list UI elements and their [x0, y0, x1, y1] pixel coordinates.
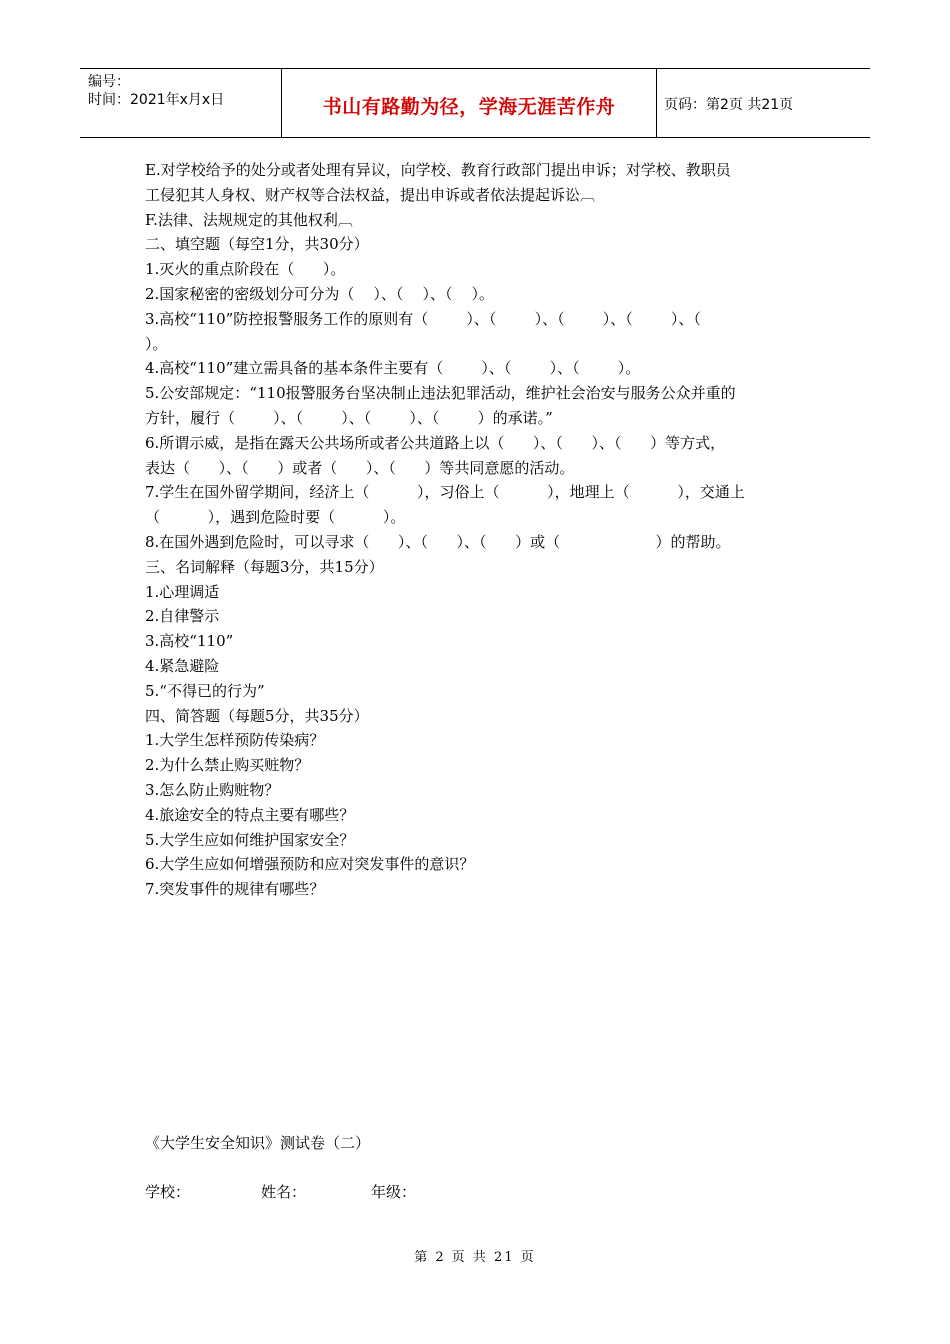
exam-title: 《大学生安全知识》测试卷（二）: [145, 1134, 371, 1152]
text-line: E.对学校给予的处分或者处理有异议，向学校、教育行政部门提出申诉；对学校、教职员: [145, 161, 731, 179]
question-line: 5.“不得已的行为”: [145, 681, 265, 700]
question-line: 4.紧急避险: [145, 656, 220, 675]
section-heading: 二、填空题（每空1分，共30分）: [145, 235, 369, 254]
question-line: 5.大学生应如何维护国家安全？: [145, 830, 355, 849]
header-motto-cell: [281, 69, 657, 137]
text-line: 工侵犯其人身权、财产权等合法权益，提出申诉或者依法提起诉讼︹: [145, 185, 596, 204]
question-line: 3.高校“110”防控报警服务工作的原则有（ ）、（ ）、（ ）、（ ）、（: [145, 309, 701, 328]
text-line: F.法律、法规规定的其他权利︹: [145, 210, 353, 229]
question-line: 8.在国外遇到危险时，可以寻求（ ）、（ ）、（ ）或（ ）的帮助。: [145, 532, 731, 551]
question-line: 4.高校“110”建立需具备的基本条件主要有（ ）、（ ）、（ ）。: [145, 359, 641, 378]
question-line: 7.学生在国外留学期间，经济上（ ），习俗上（ ），地理上（ ），交通上: [145, 483, 745, 502]
header-motto: 书山有路勤为径，学海无涯苦作舟: [322, 96, 616, 118]
question-line: 2.自律警示: [145, 607, 220, 626]
question-line: 4.旅途安全的特点主要有哪些？: [145, 805, 355, 824]
question-line: 2.国家秘密的密级划分可分为（ ）、（ ）、（ ）。: [145, 284, 495, 303]
header-page-info: 页码：第2页 共21页: [664, 97, 794, 113]
question-line: 方针，履行（ ）、（ ）、（ ）、（ ）的承诺。”: [145, 408, 553, 427]
question-line: 3.高校“110”: [145, 632, 234, 651]
code-label: 编号：: [88, 74, 130, 90]
time-label: 时间：2021年x月x日: [88, 92, 225, 108]
page-header: [80, 68, 870, 138]
question-line: （ ），遇到危险时要（ ）。: [145, 508, 406, 527]
question-line: 1.灭火的重点阶段在（ ）。: [145, 260, 346, 279]
header-page-cell: [656, 69, 870, 137]
page-footer: 第 2 页 共 21 页: [414, 1250, 536, 1265]
school-field-label: 学校：: [145, 1183, 191, 1201]
document-body: [145, 158, 810, 902]
question-line: 1.心理调适: [145, 582, 220, 601]
question-line: 6.大学生应如何增强预防和应对突发事件的意识？: [145, 855, 475, 874]
student-info-fields: [145, 1181, 416, 1202]
section-heading: 四、简答题（每题5分，共35分）: [145, 706, 369, 725]
section-heading: 三、名词解释（每题3分，共15分）: [145, 557, 384, 576]
header-meta: [80, 69, 280, 137]
question-line: ）。: [145, 334, 168, 353]
name-field-label: 姓名：: [261, 1183, 307, 1201]
grade-field-label: 年级：: [371, 1183, 417, 1201]
question-line: 5.公安部规定：“110报警服务台坚决制止违法犯罪活动，维护社会治安与服务公众并重的: [145, 384, 736, 403]
question-line: 7.突发事件的规律有哪些？: [145, 880, 325, 899]
question-line: 3.怎么防止购赃物？: [145, 780, 280, 799]
question-line: 6.所谓示威，是指在露天公共场所或者公共道路上以（ ）、（ ）、（ ）等方式，: [145, 433, 726, 452]
question-line: 1.大学生怎样预防传染病？: [145, 731, 325, 750]
question-line: 2.为什么禁止购买赃物？: [145, 756, 310, 775]
question-line: 表达（ ）、（ ）或者（ ）、（ ）等共同意愿的活动。: [145, 458, 575, 477]
